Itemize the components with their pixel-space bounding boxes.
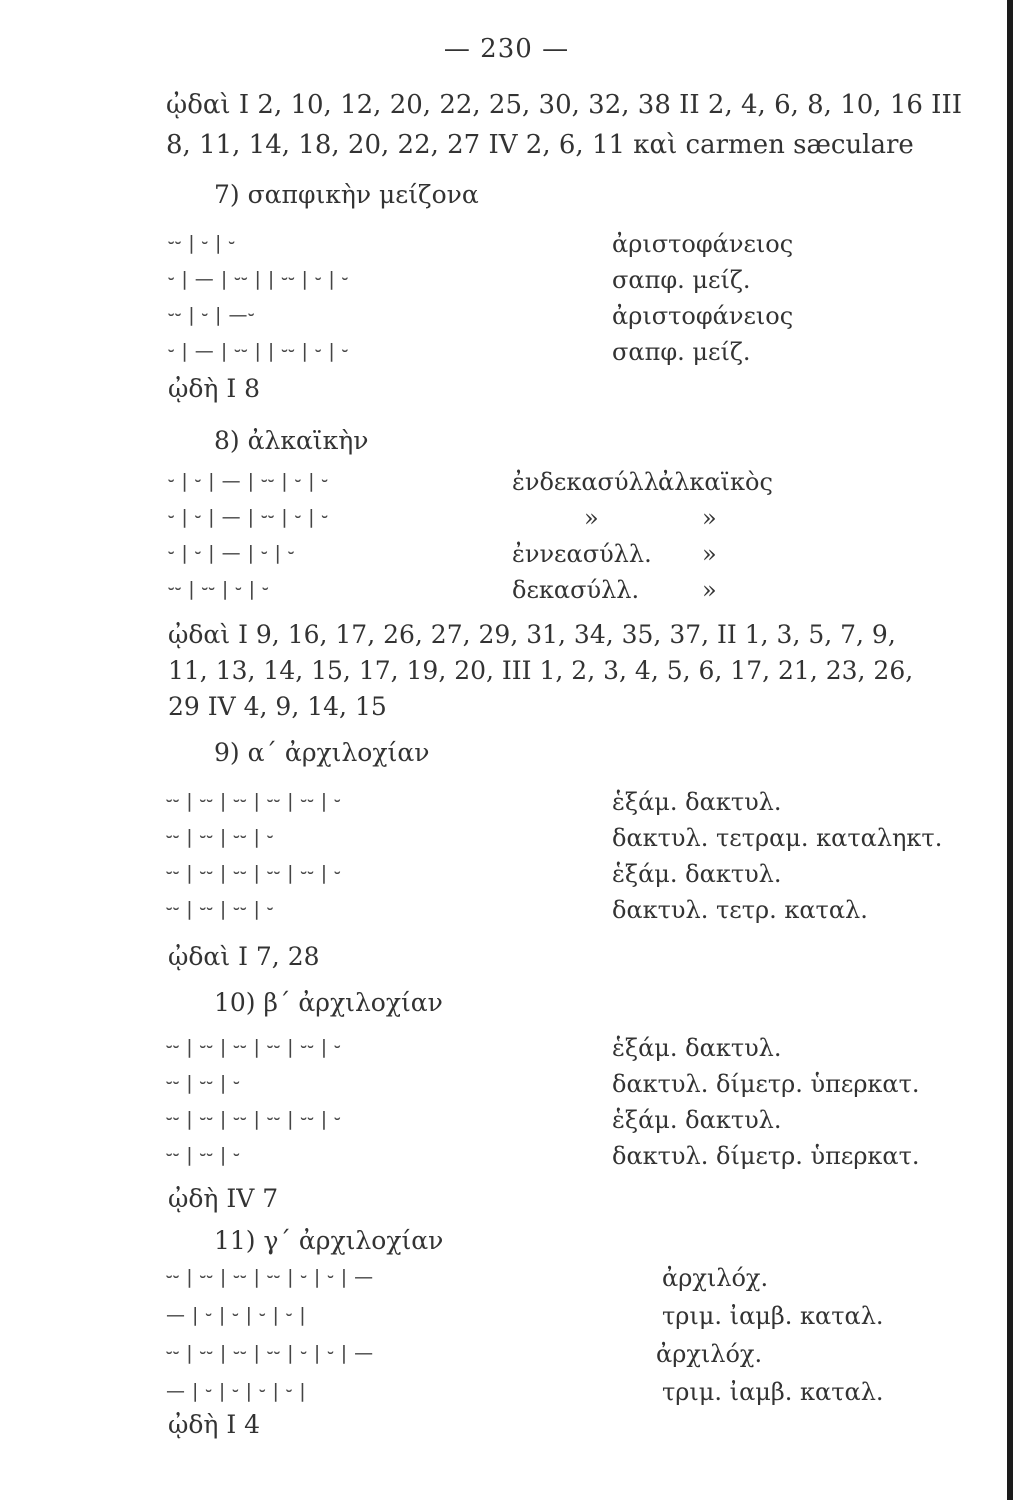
section-heading-7: 7) σαπφικὴν μείζονα — [214, 180, 479, 209]
section-heading-8: 8) ἀλκαϊκὴν — [214, 426, 369, 455]
intro-line-1: ᾠδαὶ I 2, 10, 12, 20, 22, 25, 30, 32, 38 II 2, 4, 6, 8, 10, 16 III — [166, 90, 962, 120]
meter-label: ἀριστοφάνειος — [612, 230, 794, 258]
meter-label: ἀρχιλόχ. — [662, 1264, 769, 1292]
meter-label: ἀρχιλόχ. — [656, 1340, 763, 1368]
meter-scheme: ⏑ | — | ⏑⏑ | | ⏑⏑ | ⏑ | ⏑ — [168, 340, 349, 362]
meter-label: ἑξάμ. δακτυλ. — [612, 860, 782, 888]
meter-row — [166, 1380, 986, 1414]
meter-row — [166, 1342, 986, 1376]
meter-label-2: » — [702, 504, 717, 532]
meter-row — [168, 304, 988, 338]
meter-label: » — [584, 504, 599, 532]
meter-scheme: ⏑ | — | ⏑⏑ | | ⏑⏑ | ⏑ | ⏑ — [168, 268, 349, 290]
odes-reference: ᾠδὴ IV 7 — [168, 1184, 279, 1213]
meter-scheme: ⏑⏑ | ⏑⏑ | ⏑ — [166, 1072, 241, 1094]
meter-scheme: ⏑⏑ | ⏑ | —⏑ — [168, 304, 255, 326]
page-number: — 230 — — [443, 34, 570, 64]
page-edge-shadow — [1007, 0, 1013, 1500]
meter-scheme: ⏑⏑ | ⏑⏑ | ⏑⏑ | ⏑⏑ | ⏑ | ⏑ | — — [166, 1266, 374, 1288]
odes-reference: ᾠδὴ I 4 — [168, 1410, 261, 1439]
meter-label-2: ἀλκαϊκὸς — [658, 468, 773, 496]
meter-row — [166, 1266, 986, 1300]
meter-label: δακτυλ. τετραμ. καταληκτ. — [612, 824, 943, 852]
meter-scheme: ⏑ | ⏑ | — | ⏑⏑ | ⏑ | ⏑ — [168, 470, 329, 492]
meter-label: ἑξάμ. δακτυλ. — [612, 788, 782, 816]
meter-row — [166, 1072, 986, 1106]
meter-row — [168, 268, 988, 302]
section-heading-10: 10) β΄ ἀρχιλοχίαν — [214, 988, 443, 1017]
meter-row — [166, 862, 986, 896]
odes-reference: ᾠδὴ I 8 — [168, 374, 261, 403]
odes-reference-cont: 11, 13, 14, 15, 17, 19, 20, III 1, 2, 3, 4, 5, 6, 17, 21, 23, 26, — [168, 656, 914, 685]
meter-scheme: ⏑ | ⏑ | — | ⏑⏑ | ⏑ | ⏑ — [168, 506, 329, 528]
meter-row — [168, 506, 988, 540]
meter-row — [166, 898, 986, 932]
meter-scheme: ⏑⏑ | ⏑⏑ | ⏑⏑ | ⏑⏑ | ⏑⏑ | ⏑ — [166, 790, 341, 812]
meter-label: ἑξάμ. δακτυλ. — [612, 1106, 782, 1134]
meter-label: ἀριστοφάνειος — [612, 302, 794, 330]
meter-label: σαπφ. μείζ. — [612, 266, 751, 294]
meter-row — [168, 470, 988, 504]
meter-scheme: ⏑⏑ | ⏑⏑ | ⏑⏑ | ⏑⏑ | ⏑⏑ | ⏑ — [166, 862, 341, 884]
meter-row — [166, 1036, 986, 1070]
section-heading-11: 11) γ΄ ἀρχιλοχίαν — [214, 1226, 444, 1255]
meter-label: δακτυλ. δίμετρ. ὑπερκατ. — [612, 1070, 920, 1098]
meter-row — [166, 826, 986, 860]
odes-reference: ᾠδαὶ I 9, 16, 17, 26, 27, 29, 31, 34, 35, 37, II 1, 3, 5, 7, 9, — [168, 620, 896, 649]
meter-label: δεκασύλλ. — [512, 576, 640, 604]
meter-row — [166, 1108, 986, 1142]
meter-row — [168, 232, 988, 266]
meter-scheme: ⏑⏑ | ⏑⏑ | ⏑⏑ | ⏑ — [166, 898, 274, 920]
meter-scheme: ⏑ | ⏑ | — | ⏑ | ⏑ — [168, 542, 295, 564]
meter-row — [166, 1144, 986, 1178]
meter-label: ἐνδεκασύλλ. — [512, 468, 667, 496]
meter-row — [168, 578, 988, 612]
meter-scheme: — | ⏑ | ⏑ | ⏑ | ⏑ | — [166, 1304, 307, 1326]
meter-scheme: ⏑⏑ | ⏑⏑ | ⏑⏑ | ⏑⏑ | ⏑⏑ | ⏑ — [166, 1036, 341, 1058]
odes-reference: ᾠδαὶ I 7, 28 — [168, 942, 320, 971]
meter-label: δακτυλ. τετρ. καταλ. — [612, 896, 868, 924]
meter-scheme: ⏑⏑ | ⏑⏑ | ⏑⏑ | ⏑⏑ | ⏑⏑ | ⏑ — [166, 1108, 341, 1130]
odes-reference-cont: 29 IV 4, 9, 14, 15 — [168, 692, 387, 721]
meter-scheme: ⏑⏑ | ⏑⏑ | ⏑⏑ | ⏑⏑ | ⏑ | ⏑ | — — [166, 1342, 374, 1364]
section-heading-9: 9) α΄ ἀρχιλοχίαν — [214, 738, 430, 767]
meter-row — [166, 1304, 986, 1338]
meter-scheme: — | ⏑ | ⏑ | ⏑ | ⏑ | — [166, 1380, 307, 1402]
meter-scheme: ⏑⏑ | ⏑⏑ | ⏑ — [166, 1144, 241, 1166]
meter-row — [168, 542, 988, 576]
meter-row — [168, 340, 988, 374]
meter-label-2: » — [702, 576, 717, 604]
meter-scheme: ⏑⏑ | ⏑⏑ | ⏑⏑ | ⏑ — [166, 826, 274, 848]
meter-label: σαπφ. μείζ. — [612, 338, 751, 366]
meter-label: ἐννεασύλλ. — [512, 540, 652, 568]
meter-label: τριμ. ἰαμβ. καταλ. — [662, 1378, 884, 1406]
meter-label-2: » — [702, 540, 717, 568]
meter-row — [166, 790, 986, 824]
meter-label: τριμ. ἰαμβ. καταλ. — [662, 1302, 884, 1330]
meter-scheme: ⏑⏑ | ⏑ | ⏑ — [168, 232, 236, 254]
meter-label: δακτυλ. δίμετρ. ὑπερκατ. — [612, 1142, 920, 1170]
meter-label: ἑξάμ. δακτυλ. — [612, 1034, 782, 1062]
intro-line-2: 8, 11, 14, 18, 20, 22, 27 IV 2, 6, 11 καὶ carmen sæculare — [166, 130, 914, 160]
meter-scheme: ⏑⏑ | ⏑⏑ | ⏑ | ⏑ — [168, 578, 269, 600]
